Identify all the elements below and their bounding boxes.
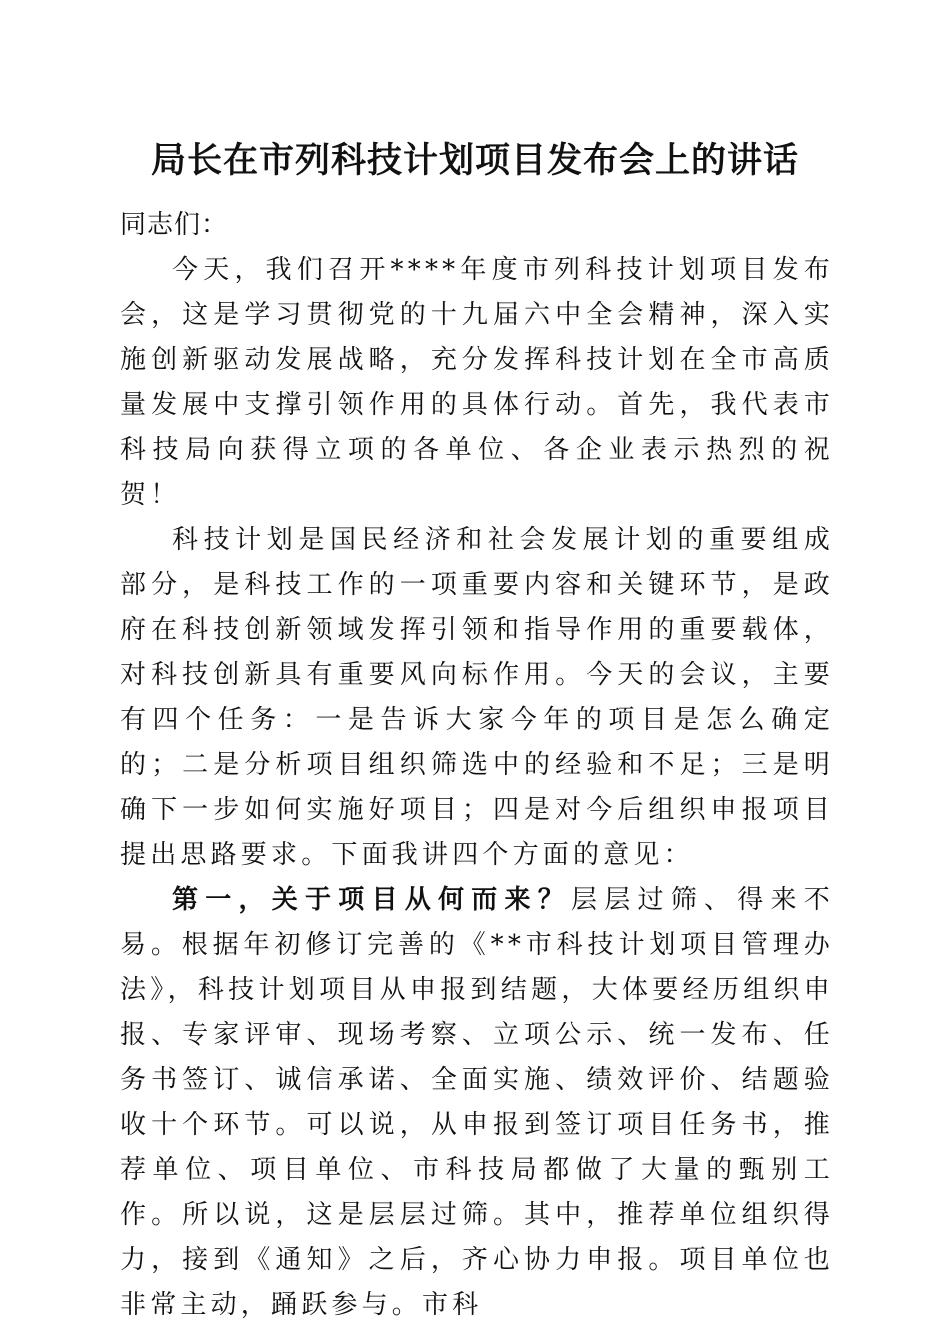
- document-body: [120, 203, 834, 1328]
- document-title: 局长在市列科技计划项目发布会上的讲话: [150, 140, 799, 181]
- paragraph-overview: 科技计划是国民经济和社会发展计划的重要组成部分，是科技工作的一项重要内容和关键环节，是政府在科技创新领域发挥引领和指导作用的重要载体，对科技创新具有重要风向标作用。今天的会议，主要有四个任务：一是告诉大家今年的项目是怎么确定的；二是分析项目组织筛选中的经验和不足；三是明确下一步如何实施好项目；四是对今后组织申报项目提出思路要求。下面我讲四个方面的意见：: [120, 525, 834, 870]
- section-1-lead: 第一，关于项目从何而来？: [172, 885, 572, 915]
- salutation: 同志们：: [120, 210, 229, 240]
- paragraph-section-1: [120, 878, 834, 1328]
- section-1-text: 层层过筛、得来不易。根据年初修订完善的《**市科技计划项目管理办法》，科技计划项目从申报到结题，大体要经历组织申报、专家评审、现场考察、立项公示、统一发布、任务书签订、诚信承诺、全面实施、绩效评价、结题验收十个环节。可以说，从申报到签订项目任务书，推荐单位、项目单位、市科技局都做了大量的甄别工作。所以说，这是层层过筛。其中，推荐单位组织得力，接到《通知》之后，齐心协力申报。项目单位也非常主动，踊跃参与。市科: [120, 885, 834, 1320]
- paragraph-opening: 今天，我们召开****年度市列科技计划项目发布会，这是学习贯彻党的十九届六中全会精神，深入实施创新驱动发展战略，充分发挥科技计划在全市高质量发展中支撑引领作用的具体行动。首先，我代表市科技局向获得立项的各单位、各企业表示热烈的祝贺！: [120, 255, 834, 510]
